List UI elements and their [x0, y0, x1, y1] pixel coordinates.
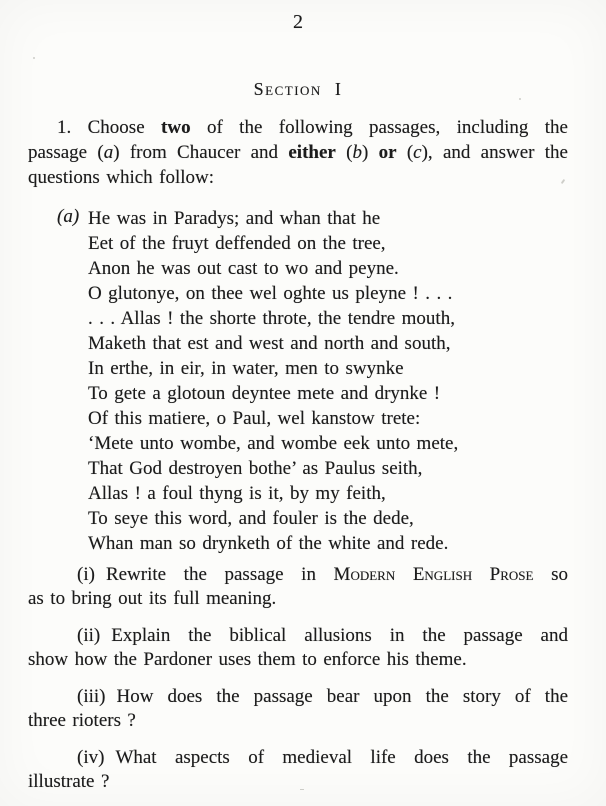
bold-text: either: [288, 142, 336, 163]
poem-line: That God destroyen bothe’ as Paulus seith,: [88, 458, 423, 479]
text-segment: illustrate ?: [28, 771, 110, 792]
question-label: (ii): [77, 625, 101, 646]
text-segment: 1. Choose: [57, 117, 162, 138]
poem-line: Allas ! a foul thyng is it, by my feith,: [88, 483, 386, 504]
text-segment: What aspects of medieval life does the passage: [115, 747, 568, 768]
text-segment: (: [335, 142, 353, 163]
question-line: [28, 563, 568, 587]
scan-speck: [300, 789, 304, 790]
text-segment: as to bring out its full meaning.: [28, 588, 277, 609]
poem-line: Maketh that est and west and north and south,: [88, 333, 451, 354]
passage-a-label: (a): [57, 206, 80, 227]
text-segment: three rioters ?: [28, 710, 136, 731]
text-segment: How does the passage bear upon the story of the: [116, 686, 568, 707]
question-line: [28, 746, 568, 770]
poem-line: . . . Allas ! the shorte throte, the tendre mouth,: [88, 308, 455, 329]
poem-line: He was in Paradys; and whan that he: [88, 208, 381, 229]
poem-line: In erthe, in eir, in water, men to swynke: [88, 358, 404, 379]
poem-line: Anon he was out cast to wo and peyne.: [88, 258, 399, 279]
question-intro: [28, 115, 568, 190]
italic-text: c: [413, 142, 422, 163]
section-heading: Section I: [253, 79, 343, 99]
page-number: 2: [293, 11, 303, 33]
text-segment: Explain the biblical allusions in the passage and: [111, 625, 568, 646]
question-line: [28, 624, 568, 648]
question-i: [28, 563, 568, 611]
poem-line: Eet of the fruyt deffended on the tree,: [88, 233, 386, 254]
text-segment: so: [533, 564, 568, 585]
poem-line: Of this matiere, o Paul, wel kanstow trete:: [88, 408, 421, 429]
intro-line: [28, 165, 568, 190]
text-segment: Rewrite the passage in: [105, 564, 334, 585]
question-label: (iii): [77, 686, 106, 707]
question-line: [28, 648, 568, 672]
question-iii: [28, 685, 568, 733]
question-ii: [28, 624, 568, 672]
italic-text: a: [103, 142, 114, 163]
poem-line: O glutonye, on thee wel oghte us pleyne ! . . .: [88, 283, 453, 304]
poem-line: To gete a glotoun deyntee mete and drynke !: [88, 383, 441, 404]
smallcaps-text: Modern English Prose: [333, 564, 534, 585]
text-segment: ), and answer the: [421, 142, 568, 163]
question-label: (i): [77, 564, 95, 585]
passage-a-lines: [88, 206, 568, 556]
question-line: [28, 685, 568, 709]
bold-text: two: [161, 117, 191, 138]
poem-line: Whan man so drynketh of the white and rede.: [88, 533, 449, 554]
question-line: [28, 587, 568, 611]
scan-speck: [33, 57, 35, 59]
italic-text: b: [352, 142, 362, 163]
question-label: (iv): [77, 747, 105, 768]
poem-line: ‘Mete unto wombe, and wombe eek unto mete,: [88, 433, 459, 454]
question-line: [28, 709, 568, 733]
sub-questions: [28, 563, 568, 794]
intro-line: [28, 115, 568, 140]
passage-a: [57, 206, 568, 556]
text-segment: passage (: [28, 142, 104, 163]
question-line: [28, 770, 568, 794]
text-segment: ): [361, 142, 379, 163]
scan-speck: [519, 98, 521, 100]
text-segment: ) from Chaucer and: [113, 142, 289, 163]
bold-text: or: [378, 142, 397, 163]
intro-line: [28, 140, 568, 165]
text-segment: questions which follow:: [28, 167, 215, 188]
text-segment: (: [396, 142, 414, 163]
text-segment: show how the Pardoner uses them to enforce his theme.: [28, 649, 467, 670]
question-iv: [28, 746, 568, 794]
text-segment: of the following passages, including the: [190, 117, 568, 138]
poem-line: To seye this word, and fouler is the dede,: [88, 508, 414, 529]
